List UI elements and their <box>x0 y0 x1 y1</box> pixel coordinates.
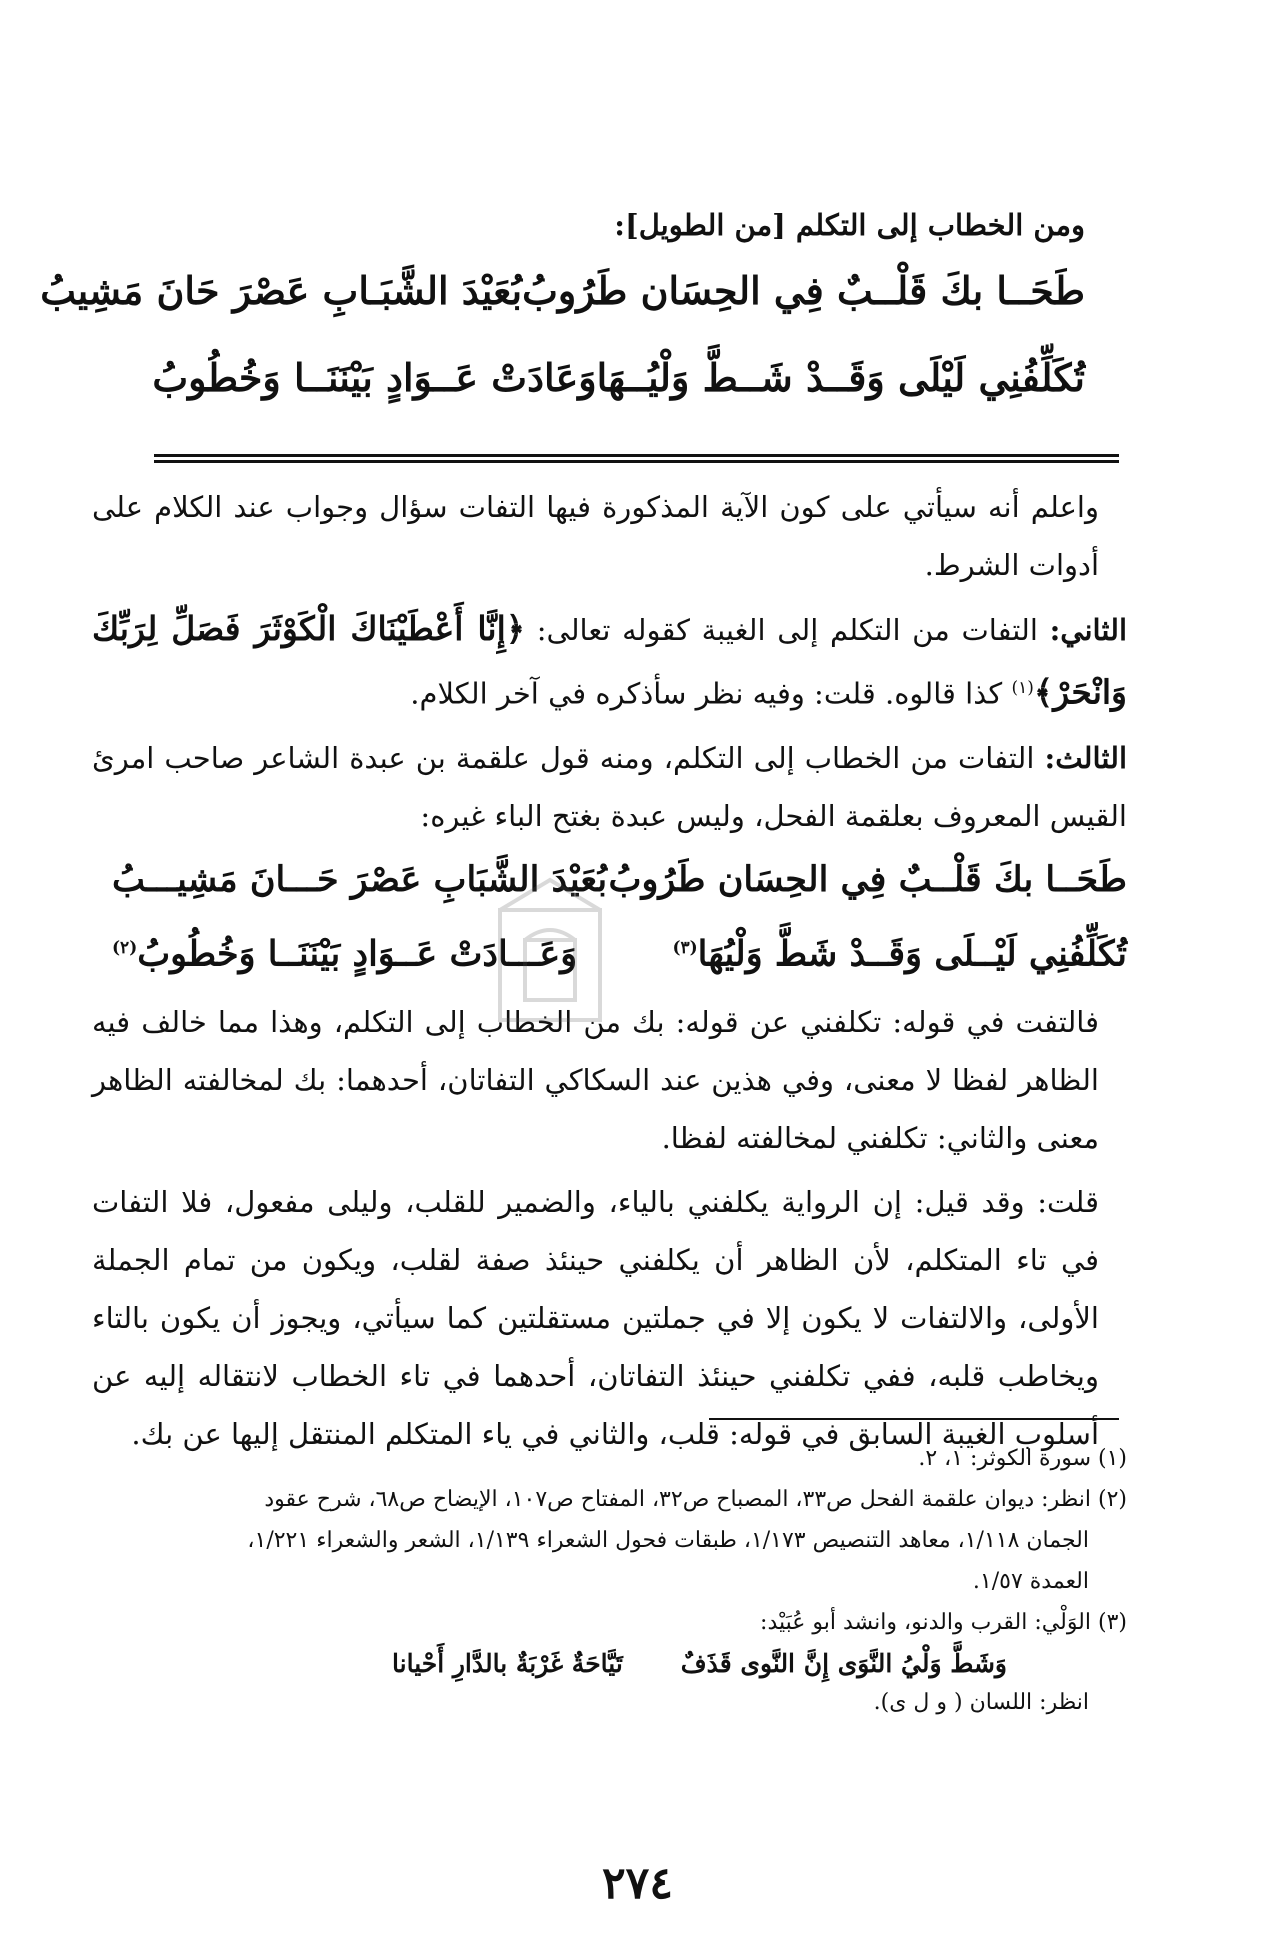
footnote-ref: (١) <box>1011 678 1034 698</box>
paragraph-text: التفات من التكلم إلى الغيبة كقوله تعالى: <box>536 613 1038 647</box>
section-divider <box>154 454 1119 457</box>
paragraph-text: كذا قالوه. قلت: وفيه نظر سأذكره في آخر الكلام. <box>410 676 1003 711</box>
paragraph: فالتفت في قوله: تكلفني عن قوله: بك من الخطاب إلى التكلم، وهذا مما خالف فيه الظاهر لفظا لا معنى، وفي هذين عند السكاكي التفاتان، أحدهما: بك لمخالفته الظاهر معنى والثاني: تكلفني لمخالفته لفظا. <box>92 1005 1099 1156</box>
paragraph-second <box>92 600 1127 723</box>
verse-second-hemistich: تَيَّاحَةٌ غَرْبَةٌ بالدَّارِ أَحْيانا <box>392 1649 623 1678</box>
footnote: (٢) انظر: ديوان علقمة الفحل ص٣٣، المصباح ص٣٢، المفتاح ص١٠٧، الإيضاح ص٦٨، شرح عقود <box>264 1487 1127 1512</box>
intro-line: ومن الخطاب إلى التكلم [من الطويل]: <box>614 208 1085 242</box>
footnote-divider <box>709 1418 1119 1420</box>
paragraph: قلت: وقد قيل: إن الرواية يكلفني بالياء، والضمير للقلب، وليلى مفعول، فلا التفات في تاء المتكلم، لأن الظاهر أن يكلفني حينئذ صفة لقلب، ويكون من تمام الجملة الأولى، والالتفات لا يكون إلا في جملتين مستقلتين كما سيأتي، ويجوز أن يكون بالتاء ويخاطب قلبه، ففي تكلفني حينئذ التفاتان، أحدهما في تاء الخطاب لانتقاله إليه عن أسلوب الغيبة السابق في قوله: قلب، والثاني في ياء المتكلم المنتقل إليها عن بك. <box>92 1185 1099 1452</box>
footnote-verse <box>92 1645 1127 1682</box>
verse-second-hemistich: بُعَيْدَ الشَّبَـابِ عَصْرَ حَانَ مَشِيبُ <box>40 268 523 313</box>
verse-first-hemistich: طَحَــا بكَ قَلْــبٌ فِي الحِسَان طَرُوبُ <box>522 268 1085 313</box>
footnote-reference: انظر: اللسان ( و ل ى). <box>873 1690 1089 1715</box>
paragraph: واعلم أنه سيأتي على كون الآية المذكورة فيها التفات سؤال وجواب عند الكلام على أدوات الشرط. <box>92 490 1099 582</box>
verse-first-hemistich: وَشَطَّ وَلْيُ النَّوَى إِنَّ النَّوى قَذَفٌ <box>680 1649 1007 1678</box>
verse-line <box>152 355 1085 400</box>
verse-text: وَعَـــادَتْ عَــوَادٍ بَيْنَنَــا وَخُطُوبُ <box>137 933 578 975</box>
section-label: الثاني: <box>1049 613 1128 647</box>
footnote-ref: (٣) <box>672 937 698 958</box>
verse-second-hemistich: بُعَيْدَ الشَّبَابِ عَصْرَ حَـــانَ مَشِيـــبُ <box>112 858 608 900</box>
verse-first-hemistich <box>672 919 1127 984</box>
footnote-continuation: الجمان ١/١١٨، معاهد التنصيص ١/١٧٣، طبقات فحول الشعراء ١/١٣٩، الشعر والشعراء ١/٢٢١، <box>247 1528 1089 1553</box>
footnote-continuation: العمدة ١/٥٧. <box>972 1569 1089 1594</box>
verse-second-hemistich: وَعَادَتْ عَــوَادٍ بَيْنَنَــا وَخُطُوبُ <box>152 355 597 400</box>
verse-line <box>40 268 1085 313</box>
section-divider <box>154 460 1119 463</box>
footnote: (١) سورة الكوثر: ١، ٢. <box>918 1446 1127 1471</box>
page-number: ٢٧٤ <box>602 1858 673 1909</box>
footnotes <box>92 1440 1127 1725</box>
footnote: (٣) الوَلْي: القرب والدنو، وانشد أبو عُبَيْد: <box>760 1610 1127 1635</box>
footnote-ref: (٢) <box>112 937 138 958</box>
section-label: الثالث: <box>1044 740 1127 775</box>
verse-first-hemistich: طَحَــا بكَ قَلْــبٌ فِي الحِسَان طَرُوبُ <box>608 858 1127 900</box>
verse-text: تُكَلِّفُنِي لَيْــلَى وَقَــدْ شَطَّ وَلْيُهَا <box>697 933 1127 975</box>
library-stamp-watermark <box>440 870 660 1070</box>
verse-first-hemistich: تُكَلِّفُنِي لَيْلَى وَقَــدْ شَــطَّ وَلْيُــهَا <box>596 355 1085 400</box>
paragraph-text: التفات من الخطاب إلى التكلم، ومنه قول علقمة بن عبدة الشاعر صاحب امرئ القيس المعروف بعلقمة الفحل، وليس عبدة بغتح الباء غيره: <box>92 740 1127 833</box>
quran-verse: ﴿إِنَّا أَعْطَيْنَاكَ الْكَوْثَرَ فَصَلِّ لِرَبِّكَ وَانْحَرْ﴾ <box>92 609 1127 712</box>
paragraph-third <box>92 729 1127 845</box>
header-block <box>40 208 1085 442</box>
